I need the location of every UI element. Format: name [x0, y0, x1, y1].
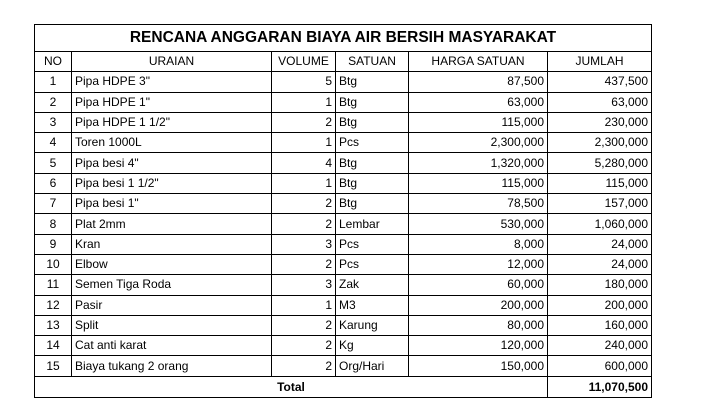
cell-harga-satuan: 2,300,000 — [409, 133, 548, 153]
table-row — [35, 234, 652, 254]
cell-volume: 1 — [272, 295, 336, 315]
cell-uraian: Kran — [72, 234, 272, 254]
table-row — [35, 72, 652, 92]
table-row — [35, 214, 652, 234]
table-row — [35, 133, 652, 153]
cell-uraian: Cat anti karat — [72, 336, 272, 356]
cell-uraian: Biaya tukang 2 orang — [72, 356, 272, 376]
cell-satuan: Pcs — [336, 254, 409, 274]
cell-no: 1 — [35, 72, 72, 92]
table-title: RENCANA ANGGARAN BIAYA AIR BERSIH MASYARAKAT — [35, 25, 652, 52]
cell-satuan: Btg — [336, 72, 409, 92]
cell-satuan: Btg — [336, 112, 409, 132]
cell-no: 13 — [35, 315, 72, 335]
cell-harga-satuan: 80,000 — [409, 315, 548, 335]
header-harga-satuan: HARGA SATUAN — [409, 52, 548, 72]
cell-harga-satuan: 8,000 — [409, 234, 548, 254]
table-row — [35, 153, 652, 173]
cell-jumlah: 5,280,000 — [548, 153, 652, 173]
cell-no: 11 — [35, 275, 72, 295]
cell-jumlah: 1,060,000 — [548, 214, 652, 234]
cell-jumlah: 2,300,000 — [548, 133, 652, 153]
table-row — [35, 173, 652, 193]
header-volume: VOLUME — [272, 52, 336, 72]
cell-harga-satuan: 530,000 — [409, 214, 548, 234]
cell-uraian: Split — [72, 315, 272, 335]
cell-jumlah: 24,000 — [548, 254, 652, 274]
cell-harga-satuan: 120,000 — [409, 336, 548, 356]
cell-harga-satuan: 60,000 — [409, 275, 548, 295]
cell-volume: 1 — [272, 133, 336, 153]
header-satuan: SATUAN — [336, 52, 409, 72]
cell-satuan: Org/Hari — [336, 356, 409, 376]
cell-uraian: Elbow — [72, 254, 272, 274]
cell-volume: 2 — [272, 254, 336, 274]
cell-harga-satuan: 115,000 — [409, 112, 548, 132]
cell-volume: 3 — [272, 234, 336, 254]
cell-volume: 1 — [272, 173, 336, 193]
budget-table — [34, 24, 652, 398]
header-jumlah: JUMLAH — [548, 52, 652, 72]
cell-no: 3 — [35, 112, 72, 132]
cell-satuan: Zak — [336, 275, 409, 295]
cell-satuan: Btg — [336, 153, 409, 173]
total-label: Total — [35, 376, 548, 397]
cell-no: 12 — [35, 295, 72, 315]
cell-jumlah: 240,000 — [548, 336, 652, 356]
cell-harga-satuan: 150,000 — [409, 356, 548, 376]
cell-uraian: Pipa HDPE 1" — [72, 92, 272, 112]
cell-harga-satuan: 200,000 — [409, 295, 548, 315]
cell-no: 9 — [35, 234, 72, 254]
cell-harga-satuan: 115,000 — [409, 173, 548, 193]
cell-no: 15 — [35, 356, 72, 376]
cell-no: 5 — [35, 153, 72, 173]
cell-volume: 2 — [272, 194, 336, 214]
cell-volume: 2 — [272, 356, 336, 376]
cell-uraian: Pipa besi 4" — [72, 153, 272, 173]
header-no: NO — [35, 52, 72, 72]
cell-jumlah: 200,000 — [548, 295, 652, 315]
table-row — [35, 194, 652, 214]
table-row — [35, 315, 652, 335]
cell-volume: 2 — [272, 315, 336, 335]
cell-no: 10 — [35, 254, 72, 274]
cell-jumlah: 600,000 — [548, 356, 652, 376]
cell-satuan: Pcs — [336, 234, 409, 254]
cell-volume: 2 — [272, 214, 336, 234]
title-row — [35, 25, 652, 52]
cell-uraian: Pipa HDPE 3" — [72, 72, 272, 92]
cell-uraian: Pasir — [72, 295, 272, 315]
cell-no: 8 — [35, 214, 72, 234]
cell-volume: 1 — [272, 92, 336, 112]
cell-satuan: Btg — [336, 194, 409, 214]
total-value: 11,070,500 — [548, 376, 652, 397]
cell-volume: 4 — [272, 153, 336, 173]
total-row — [35, 376, 652, 397]
table-row — [35, 254, 652, 274]
cell-harga-satuan: 12,000 — [409, 254, 548, 274]
header-row — [35, 52, 652, 72]
cell-uraian: Pipa besi 1" — [72, 194, 272, 214]
cell-jumlah: 160,000 — [548, 315, 652, 335]
cell-jumlah: 157,000 — [548, 194, 652, 214]
cell-no: 6 — [35, 173, 72, 193]
cell-no: 14 — [35, 336, 72, 356]
cell-volume: 3 — [272, 275, 336, 295]
table-row — [35, 336, 652, 356]
cell-satuan: M3 — [336, 295, 409, 315]
cell-uraian: Pipa besi 1 1/2" — [72, 173, 272, 193]
header-uraian: URAIAN — [72, 52, 272, 72]
cell-uraian: Pipa HDPE 1 1/2" — [72, 112, 272, 132]
cell-no: 4 — [35, 133, 72, 153]
cell-jumlah: 63,000 — [548, 92, 652, 112]
cell-harga-satuan: 63,000 — [409, 92, 548, 112]
cell-volume: 2 — [272, 336, 336, 356]
cell-uraian: Plat 2mm — [72, 214, 272, 234]
cell-volume: 2 — [272, 112, 336, 132]
cell-uraian: Semen Tiga Roda — [72, 275, 272, 295]
cell-satuan: Kg — [336, 336, 409, 356]
table-row — [35, 92, 652, 112]
cell-harga-satuan: 87,500 — [409, 72, 548, 92]
cell-uraian: Toren 1000L — [72, 133, 272, 153]
cell-harga-satuan: 78,500 — [409, 194, 548, 214]
cell-harga-satuan: 1,320,000 — [409, 153, 548, 173]
cell-satuan: Btg — [336, 173, 409, 193]
table-body — [35, 72, 652, 376]
cell-jumlah: 230,000 — [548, 112, 652, 132]
cell-satuan: Karung — [336, 315, 409, 335]
cell-jumlah: 437,500 — [548, 72, 652, 92]
cell-no: 2 — [35, 92, 72, 112]
cell-jumlah: 115,000 — [548, 173, 652, 193]
cell-no: 7 — [35, 194, 72, 214]
table-row — [35, 295, 652, 315]
cell-jumlah: 24,000 — [548, 234, 652, 254]
table-row — [35, 275, 652, 295]
cell-satuan: Btg — [336, 92, 409, 112]
cell-volume: 5 — [272, 72, 336, 92]
cell-satuan: Pcs — [336, 133, 409, 153]
table-row — [35, 112, 652, 132]
table-row — [35, 356, 652, 376]
cell-satuan: Lembar — [336, 214, 409, 234]
cell-jumlah: 180,000 — [548, 275, 652, 295]
